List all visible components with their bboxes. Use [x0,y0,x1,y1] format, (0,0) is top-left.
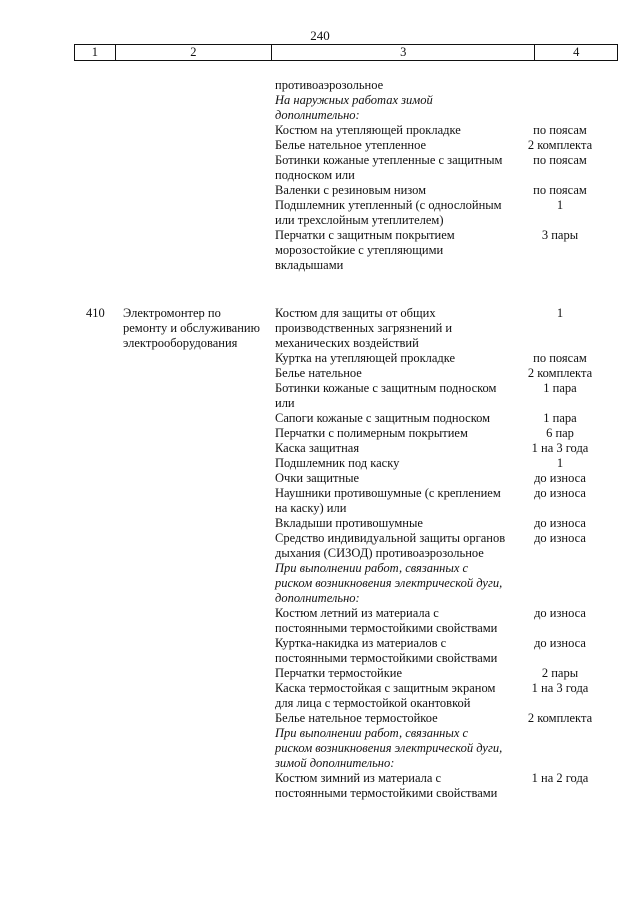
table-row [275,441,589,456]
item-quantity: 1 [556,198,564,212]
item-name: Очки защитные [275,471,360,485]
items-list-continued [275,78,593,273]
item-name: Куртка на утепляющей прокладке [275,351,456,365]
table-row [275,561,515,606]
table-row [275,198,564,228]
item-quantity: 1 на 2 года [531,771,589,785]
condition-note: При выполнении работ, связанных с риском возникновения электрической дуги, зимой дополнительно: [275,726,503,770]
item-quantity: 2 комплекта [527,138,593,152]
item-name: Сапоги кожаные с защитным подноском [275,411,491,425]
item-name: Подшлемник утепленный (с однослойным или трехслойным утеплителем) [275,198,502,227]
table-row [275,426,574,441]
item-quantity: 1 пара [543,381,577,395]
table-row [275,183,587,198]
condition-note: При выполнении работ, связанных с риском возникновения электрической дуги, дополнительно: [275,561,503,605]
table-row [275,636,586,666]
table-row [275,681,589,711]
item-name: Ботинки кожаные утепленные с защитным подноском или [275,153,503,182]
item-name: Перчатки с защитным покрытием морозостойкие с утепляющими вкладышами [275,228,455,272]
header-col-3: 3 [271,45,535,60]
table-row [275,606,586,636]
item-name: Каска защитная [275,441,360,455]
item-quantity: до износа [534,636,586,650]
header-col-4: 4 [534,45,617,60]
header-col-2: 2 [115,45,271,60]
item-quantity: 1 на 3 года [531,441,589,455]
item-quantity: по поясам [533,351,587,365]
table-row [275,666,579,681]
table-row [275,411,577,426]
item-quantity: по поясам [533,183,587,197]
table-row [275,123,587,138]
table-row [275,726,515,771]
item-quantity: до износа [534,516,586,530]
item-name: Ботинки кожаные с защитным подноском или [275,381,497,410]
item-name: Вкладыши противошумные [275,516,423,530]
item-quantity: 2 пары [541,666,579,680]
page-number: 240 [310,28,330,43]
item-name: Каска термостойкая с защитным экраном для лица с термостойкой окантовкой [275,681,496,710]
item-name: Куртка-накидка из материалов с постоянными термостойкими свойствами [275,636,498,665]
header-col-1: 1 [91,45,99,59]
table-row [275,486,586,516]
item-name: Белье нательное утепленное [275,138,427,152]
table-row [275,471,586,486]
table-row [275,531,586,561]
item-quantity: до износа [534,486,586,500]
condition-note: На наружных работах зимой дополнительно: [275,93,433,122]
item-name: Костюм для защиты от общих производственных загрязнений и механических воздействий [275,306,453,350]
item-quantity: до износа [534,471,586,485]
position-number: 410 [86,306,105,320]
table-row [275,381,577,411]
item-quantity: 3 пары [541,228,579,242]
table-row [275,771,589,801]
table-row [275,711,593,726]
item-quantity: по поясам [533,123,587,137]
item-name: Валенки с резиновым низом [275,183,427,197]
table-row [275,78,515,93]
item-name: Костюм зимний из материала с постоянными термостойкими свойствами [275,771,498,800]
item-name: Перчатки с полимерным покрытием [275,426,468,440]
item-name: Белье нательное термостойкое [275,711,438,725]
item-name: Белье нательное [275,366,362,380]
item-quantity: до износа [534,531,586,545]
item-quantity: 2 комплекта [527,711,593,725]
item-name: Средство индивидуальной защиты органов дыхания (СИЗОД) противоаэрозольное [275,531,506,560]
table-row [275,306,564,351]
items-list-410 [275,306,593,801]
table-row [275,456,564,471]
table-row [275,93,515,123]
item-quantity: по поясам [533,153,587,167]
item-name: противоаэрозольное [275,78,384,92]
item-name: Подшлемник под каску [275,456,400,470]
table-row [275,138,593,153]
item-name: Костюм на утепляющей прокладке [275,123,461,137]
item-quantity: 2 комплекта [527,366,593,380]
table-row [275,351,587,366]
item-quantity: 1 пара [543,411,577,425]
table-row [275,366,593,381]
table-row [275,153,587,183]
table-row [275,516,586,531]
profession-name: Электромонтер по ремонту и обслуживанию электрооборудования [123,306,260,350]
item-name: Перчатки термостойкие [275,666,403,680]
item-quantity: 1 на 3 года [531,681,589,695]
item-quantity: до износа [534,606,586,620]
item-name: Наушники противошумные (с креплением на каску) или [275,486,501,515]
item-name: Костюм летний из материала с постоянными термостойкими свойствами [275,606,498,635]
item-quantity: 1 [556,306,564,320]
table-row [275,228,579,273]
table-header [74,44,618,61]
item-quantity: 6 пар [546,426,574,440]
item-quantity: 1 [556,456,564,470]
